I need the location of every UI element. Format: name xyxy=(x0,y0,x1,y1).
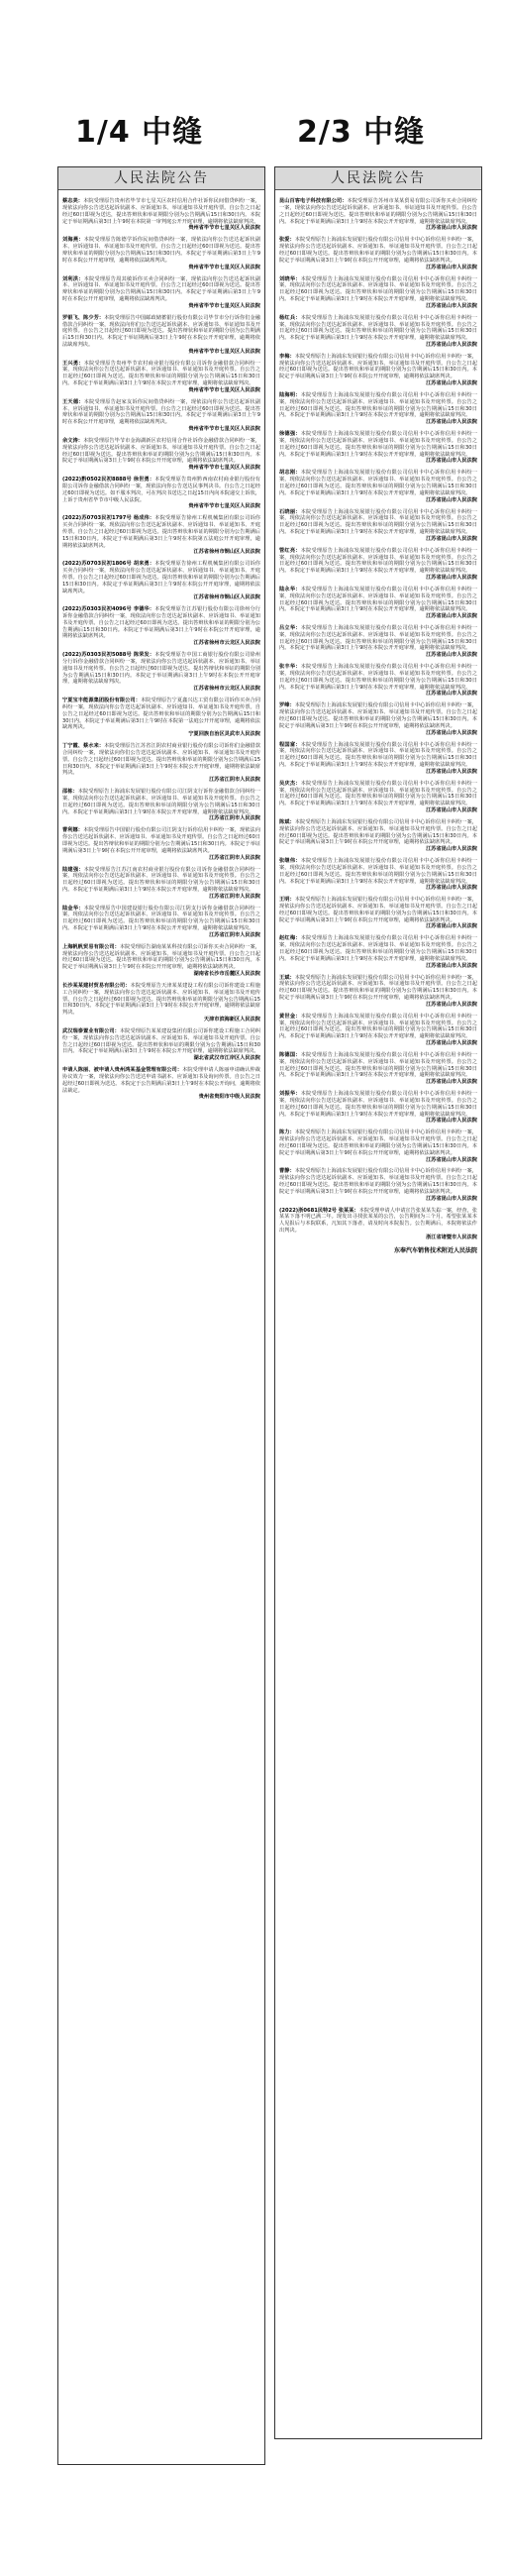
notice-court: 江苏省徐州市铜山区人民法院 xyxy=(193,594,260,601)
notice-entry xyxy=(62,1067,260,1101)
notice-party: 陈德国： xyxy=(279,1051,301,1058)
notice-party: 昆山百客电子科技有限公司： xyxy=(279,198,348,205)
notice-court: 贵州省贵阳市中级人民法院 xyxy=(198,1094,260,1101)
notice-court: 江苏省昆山市人民法院 xyxy=(426,302,477,309)
notice-entry xyxy=(62,237,260,270)
notice-entry xyxy=(62,198,260,232)
notice-body: 本院受理原告上海浦东发展银行股份有限公司信用卡中心诉你信用卡纠纷一案，现依法向你公告送达起诉状副本、应诉通知书、举证通知书及开庭传票。自公告之日起经过60日即视为送达。提出答辩状和举证的期限分别为公告期满后15日和30日内。本院定于举证期满后第3日上午9时在本院公开开庭审理，逾期将依法缺席判决。 xyxy=(279,1168,477,1195)
notice-body: 本院受理原告中国建设银行股份有限公司江阴支行诉你金融借款合同纠纷一案，现依法向你公告送达起诉状副本、应诉通知书、举证通知书及开庭传票。自公告之日起经过60日即视为送达。提出答辩状和举证的期限分别为公告期满后15日和30日内。本院定于举证期满后第3日上午9时在本院公开开庭审理，逾期将依法缺席判决。 xyxy=(62,905,260,932)
notice-body: 本院受理原告上海浦东发展银行股份有限公司信用卡中心诉你信用卡纠纷一案，现依法向你公告送达起诉状副本、应诉通知书、举证通知书及开庭传票。自公告之日起经过60日即视为送达。提出答辩状和举证的期限分别为公告期满后15日和30日内。本院定于举证期满后第3日上午9时在本院公开开庭审理，逾期将依法缺席判决。 xyxy=(279,353,477,380)
notice-court: 江苏省徐州市云龙区人民法院 xyxy=(193,640,260,647)
notice-party: (2022)苏0703民初1806号 胡来勇： xyxy=(62,561,155,568)
notice-body: 本院受理原告上海浦东发展银行股份有限公司信用卡中心诉你信用卡纠纷一案，现依法向你公告送达起诉状副本、应诉通知书、举证通知书及开庭传票。自公告之日起经过60日即视为送达。提出答辩状和举证的期限分别为公告期满后15日和30日内。本院定于举证期满后第3日上午9时在本院公开开庭审理，逾期将依法缺席判决。 xyxy=(279,586,477,613)
notice-court: 江苏省昆山市人民法院 xyxy=(426,1195,477,1202)
notice-court: 贵州省毕节市七星关区人民法院 xyxy=(188,386,260,393)
notice-party: 邵栋： xyxy=(62,789,78,796)
notice-entry xyxy=(62,438,260,472)
notice-entry xyxy=(62,399,260,433)
notice-body: 本院受理原告江苏银行股份有限公司徐州分行诉你金融借款合同纠纷一案，现依法向你公告送达起诉状副本、应诉通知书、举证通知书及开庭传票。自公告之日起经过60日即视为送达。提出答辩状和举证的期限分别为公告期满后15日和30日内。本院定于举证期满后第3日上午9时在本院公开开庭审理，逾期将依法缺席判决。 xyxy=(62,606,260,640)
notice-party: 丁宁霞、蔡水来： xyxy=(62,743,105,750)
right-notice-entries xyxy=(275,190,481,1241)
notice-court: 江苏省江阴市人民法院 xyxy=(209,777,260,784)
notice-court: 湖北省武汉市江岸区人民法院 xyxy=(193,1055,260,1062)
notice-entry xyxy=(279,1052,477,1086)
notice-party: (2022)苏0303民初4096号 李德华： xyxy=(62,606,155,613)
notice-entry xyxy=(279,897,477,930)
notice-court: 贵州省毕节市七星关区人民法院 xyxy=(188,348,260,355)
notice-body: 本院受理原告徐州工程机械集团有限公司诉你买卖合同纠纷一案，现依法向你公告送达起诉状副本、应诉通知书、举证通知书、开庭传票。自公告之日起经过60日即视为送达。提出答辩状和举证的期限分别为公告期满后15日和30日内。本院定于举证期满后第3日上午9时在本院公开开庭审理，逾期将依法缺席判决。 xyxy=(62,561,260,594)
notice-entry xyxy=(279,702,477,736)
notice-body: 本院受理原告上海浦东发展银行股份有限公司信用卡中心诉你信用卡纠纷一案，现依法向你公告送达起诉状副本、应诉通知书、举证通知书及开庭传票。自公告之日起经过60日即视为送达。提出答辩状和举证的期限分别为公告期满后15日和30日内。本院定于举证期满后第3日上午9时在本院公开开庭审理，逾期将依法缺席判决。 xyxy=(279,314,477,342)
notice-entry xyxy=(62,315,260,356)
notice-entry xyxy=(279,237,477,270)
notice-court: 江苏省江阴市人民法院 xyxy=(209,815,260,822)
notice-body: 本院受理原告上海浦东发展银行股份有限公司信用卡中心诉你信用卡纠纷一案，现依法向你公告送达起诉状副本、应诉通知书、举证通知书及开庭传票。自公告之日起经过60日即视为送达。提出答辩状和举证的期限分别为公告期满后15日和30日内。本院定于举证期满后第3日上午9时在本院公开开庭审理，逾期将依法缺席判决。 xyxy=(279,858,477,885)
notice-entry xyxy=(279,1014,477,1047)
notice-party: 陆海明： xyxy=(279,392,301,399)
notice-body: 本院受理原告上海浦东发展银行股份有限公司信用卡中心诉你信用卡纠纷一案，现依法向你公告送达起诉状副本、应诉通知书、举证通知书及开庭传票。自公告之日起经过60日即视为送达。提出答辩状和举证的期限分别为公告期满后15日和30日内。本院定于举证期满后第3日上午9时在本院公开开庭审理，逾期将依法缺席判决。 xyxy=(279,237,477,264)
notice-court: 江苏省昆山市人民法院 xyxy=(426,962,477,969)
notice-body: 本院受理原告上海浦东发展银行股份有限公司信用卡中心诉你信用卡纠纷一案，现依法向你公告送达起诉状副本、应诉通知书、举证通知书及开庭传票。自公告之日起经过60日即视为送达。提出答辩状和举证的期限分别为公告期满后15日和30日内。本院定于举证期满后第3日上午9时在本院公开开庭审理，逾期将依法缺席判决。 xyxy=(279,508,477,535)
notice-entry xyxy=(62,698,260,738)
notice-party: 程国富： xyxy=(279,741,301,748)
notice-court: 江苏省昆山市人民法院 xyxy=(426,729,477,736)
notice-court: 江苏省昆山市人民法院 xyxy=(426,1039,477,1046)
right-notice-column xyxy=(274,166,482,2439)
notice-party: 申请人陈丽、被申请人贵州鸿某基金管理有限公司： xyxy=(62,1067,183,1074)
notice-entry xyxy=(279,858,477,892)
notice-entry xyxy=(279,315,477,349)
notice-body: 本院受理原告上海浦东发展银行股份有限公司信用卡中心诉你信用卡纠纷一案，现依法向你公告送达起诉状副本、应诉通知书、举证通知书及开庭传票。自公告之日起经过60日即视为送达。提出答辩状和举证的期限分别为公告期满后15日和30日内。本院定于举证期满后第3日上午9时在本院公开开庭审理，逾期将依法缺席判决。 xyxy=(279,935,477,962)
notice-entry xyxy=(62,652,260,693)
notice-body: 本院受理申请人陈丽申请确认仲裁协议效力一案，现依法向你公告送达申请书副本、应诉通知书及询问传票。自公告之日起经过60日即视为送达。本院定于公告期满后第3日上午9时在本院公开询问，逾期将依法裁定。 xyxy=(62,1067,260,1094)
notice-party: 刘振华： xyxy=(279,1091,301,1098)
notice-entry xyxy=(62,983,260,1023)
notice-court: 江苏省昆山市人民法院 xyxy=(426,419,477,426)
notice-court: 贵州省毕节市七星关区人民法院 xyxy=(188,503,260,510)
notice-body: 本院受理原告徐州工程机械集团有限公司诉你买卖合同纠纷一案，现依法向你公告送达起诉状副本、应诉通知书、举证通知书、开庭传票。自公告之日起经过60日即视为送达。提出答辩状和举证的期限分别为公告期满后15日和30日内。本院定于举证期满后第3日上午9时在本院第五法庭公开开庭审理，逾期将依法缺席判决。 xyxy=(62,515,260,549)
notice-court: 江苏省昆山市人民法院 xyxy=(426,264,477,270)
notice-court: 江苏省昆山市人民法院 xyxy=(426,225,477,232)
notice-entry xyxy=(279,509,477,543)
notice-court: 江苏省昆山市人民法院 xyxy=(426,923,477,930)
notice-party: 陈斌： xyxy=(279,818,295,825)
notice-court: 江苏省昆山市人民法院 xyxy=(426,496,477,503)
notice-entry xyxy=(279,935,477,969)
left-notice-title: 人民法院公告 xyxy=(58,167,264,190)
notice-entry xyxy=(279,781,477,814)
notice-party: 陆永华： xyxy=(279,586,301,592)
notice-party: 曹静： xyxy=(279,1168,295,1175)
notice-court: 江苏省昆山市人民法院 xyxy=(426,1118,477,1125)
notice-court: 天津市滨海新区人民法院 xyxy=(203,1017,260,1023)
notice-body: 本院受理原告贵州省毕节市七星关区农村信用合作社诉你民间借贷纠纷一案，现依法向你公告送达起诉状副本、应诉通知书、举证通知书及开庭传票。自公告之日起经过60日即视为送达，提出答辩状和举证期限分别为公告期满后15日和30日内。本院定于举证期满后第3日上午9时在本院第一审判庭公开开庭审理，逾期将依法缺席判决。 xyxy=(62,198,260,225)
notice-party: 王兴勇： xyxy=(62,360,84,367)
notice-entry xyxy=(279,587,477,620)
notice-entry xyxy=(62,561,260,601)
notice-court: 江苏省昆山市人民法院 xyxy=(426,768,477,775)
notice-body: 本院受理原告中国银行股份有限公司江阴支行诉你信用卡纠纷一案，现依法向你公告送达起诉状副本、应诉通知书、举证通知书及开庭传票。自公告之日起经过60日即视为送达。提出答辩状和举证的期限分别为公告期满后15日和30日内。本院定于举证期满后第3日上午9时在本院公开开庭审理，逾期将依法缺席判决。 xyxy=(62,827,260,854)
notice-body: 本院受理原告上海浦东发展银行股份有限公司信用卡中心诉你信用卡纠纷一案，现依法向你公告送达起诉状副本、应诉通知书、举证通知书及开庭传票。自公告之日起经过60日即视为送达。提出答辩状和举证的期限分别为公告期满后15日和30日内。本院定于举证期满后第3日上午9时在本院公开开庭审理，逾期将依法缺席判决。 xyxy=(279,1129,477,1156)
notice-court: 江苏省昆山市人民法院 xyxy=(426,1156,477,1163)
notice-party: 黄世金： xyxy=(279,1013,301,1020)
left-fold-label: 1/4 中缝 xyxy=(75,115,204,150)
notice-body: 本院受理原告赵家友诉你民间借贷纠纷一案，现依法向你公告送达起诉状副本、应诉通知书、举证通知书及开庭传票。自公告之日起经过60日即视为送达。提出答辩状和举证的期限分别为公告期满后15日和30日内。本院定于举证期满后第3日上午9时在本院公开开庭审理，逾期将依法缺席判决。 xyxy=(62,398,260,426)
notice-body: 本院受理原告上海浦东发展银行股份有限公司信用卡中心诉你信用卡纠纷一案，现依法向你公告送达起诉状副本、应诉通知书、举证通知书及开庭传票。自公告之日起经过60日即视为送达。提出答辩状和举证的期限分别为公告期满后15日和30日内。本院定于举证期满后第3日上午9时在本院公开开庭审理，逾期将依法缺席判决。 xyxy=(279,780,477,807)
notice-party: 陆建强： xyxy=(62,866,84,873)
notice-body: 本院受理原告中国邮政储蓄银行股份有限公司毕节市分行诉你们金融借款合同纠纷一案，现依法向你们公告送达起诉状副本、应诉通知书、举证通知书及开庭传票。自公告之日起经过60日即视为送达。提出答辩状和举证的期限分别为公告期满后15日和30日内。本院定于举证期满后第3日上午9时在本院公开开庭审理，逾期将依法缺席判决。 xyxy=(62,314,260,348)
notice-party: 王斌： xyxy=(279,974,295,981)
notice-body: 本院受理原告上海浦东发展银行股份有限公司信用卡中心诉你信用卡纠纷一案，现依法向你公告送达起诉状副本、应诉通知书、举证通知书及开庭传票。自公告之日起经过60日即视为送达。提出答辩状和举证的期限分别为公告期满后15日和30日内。本院定于举证期满后第3日上午9时在本院公开开庭审理，逾期将依法缺席判决。 xyxy=(279,1051,477,1079)
notice-court: 宁夏回族自治区灵武市人民法院 xyxy=(188,731,260,738)
notice-entry xyxy=(279,819,477,853)
notice-court: 江苏省徐州市云龙区人民法院 xyxy=(193,686,260,693)
notice-entry xyxy=(279,1208,477,1241)
notice-party: 赵红梅： xyxy=(279,935,301,942)
notice-body: 本院受理原告上海浦东发展银行股份有限公司信用卡中心诉你信用卡纠纷一案，现依法向你公告送达起诉状副本、应诉通知书、举证通知书及开庭传票。自公告之日起经过60日即视为送达。提出答辩状和举证的期限分别为公告期满后15日和30日内。本院定于举证期满后第3日上午9时在本院公开开庭审理，逾期将依法缺席判决。 xyxy=(279,392,477,419)
left-notice-entries xyxy=(58,190,264,1101)
left-notice-column xyxy=(57,166,265,2465)
notice-body: 本院受理原告毕节市金海湖新区农村信用合作社诉你金融借款合同纠纷一案，现依法向你公告送达起诉状副本、应诉通知书、举证通知书及开庭传票。自公告之日起经过60日即视为送达。提出答辩状和举证的期限分别为公告期满后15日和30日内。本院定于举证期满后第3日上午9时在本院公开开庭审理，逾期将依法缺席判决。 xyxy=(62,438,260,465)
notice-body: 本院受理原告陈德学诉你民间借贷纠纷一案，现依法向你公告送达起诉状副本、应诉通知书、举证通知书及开庭传票。自公告之日起经过60日即视为送达。提出答辩状和举证的期限分别为公告期满后15日和30日内。本院定于举证期满后第3日上午9时在本院公开开庭审理，逾期将依法缺席判决。 xyxy=(62,237,260,264)
notice-body: 本院受理原告中国工商银行股份有限公司徐州分行诉你金融借款合同纠纷一案，现依法向你公告送达起诉状副本、应诉通知书、举证通知书及开庭传票。自公告之日起经过60日即视为送达。提出答辩状和举证的期限分别为公告期满后15日和30日内。本院定于举证期满后第3日上午9时在本院公开开庭审理，逾期将依法缺席判决。 xyxy=(62,652,260,686)
notice-court: 江苏省昆山市人民法院 xyxy=(426,691,477,698)
notice-court: 浙江省诸暨市人民法院 xyxy=(426,1234,477,1240)
notice-party: 吴庆杰： xyxy=(279,780,301,787)
notice-body: 本院受理原告上海浦东发展银行股份有限公司信用卡中心诉你信用卡纠纷一案，现依法向你公告送达起诉状副本、应诉通知书、举证通知书及开庭传票。自公告之日起经过60日即视为送达。提出答辩状和举证的期限分别为公告期满后15日和30日内。本院定于举证期满后第3日上午9时在本院公开开庭审理，逾期将依法缺席判决。 xyxy=(279,897,477,923)
notice-entry xyxy=(279,1168,477,1202)
notice-party: (2022)浙0681民特2号 张某某： xyxy=(279,1207,359,1214)
notice-body: 本院受理申请人申请宣告张某某失踪一案，经查，张某某下落不明已满二年。现发出寻找张某某的公告，公告期间为三个月。希望张某某本人见报后与本院联系，凡知其下落者，请及时向本院报告。公告期满后，本院将依法作出判决。 xyxy=(279,1207,477,1234)
notice-court: 江苏省昆山市人民法院 xyxy=(426,846,477,853)
notice-entry xyxy=(279,1091,477,1125)
notice-court: 江苏省昆山市人民法院 xyxy=(426,806,477,813)
notice-entry xyxy=(62,1028,260,1062)
notice-court: 江苏省昆山市人民法院 xyxy=(426,1079,477,1086)
notice-party: (2022)苏0303民初5088号 陈荣发： xyxy=(62,652,155,659)
notice-entry xyxy=(279,664,477,698)
notice-court: 江苏省徐州市铜山区人民法院 xyxy=(193,549,260,556)
notice-court: 江苏省江阴市人民法院 xyxy=(209,931,260,938)
notice-entry xyxy=(62,477,260,510)
notice-entry xyxy=(279,431,477,465)
notice-party: 胡志刚： xyxy=(279,470,301,477)
notice-entry xyxy=(279,625,477,659)
notice-entry xyxy=(62,276,260,310)
notice-court: 贵州省毕节市七星关区人民法院 xyxy=(188,302,260,309)
notice-party: 长沙某某建材贸易有限公司： xyxy=(62,983,131,990)
notice-entry xyxy=(62,789,260,822)
notice-entry xyxy=(62,361,260,394)
notice-body: 本院受理原告某某建设集团有限公司诉你建设工程施工合同纠纷一案，现依法向你公告送达起诉状副本、应诉通知书、举证通知书及开庭传票。自公告之日起经过60日即视为送达。提出答辩状和举证的期限分别为公告期满后15日和30日内。本院定于举证期满后第3日上午9时在本院公开开庭审理，逾期将依法缺席判决。 xyxy=(62,1028,260,1055)
notice-party: 石晓丽： xyxy=(279,508,301,515)
notice-entry xyxy=(62,515,260,556)
notice-court: 江苏省昆山市人民法院 xyxy=(426,1001,477,1008)
notice-party: 刘晓华： xyxy=(279,275,301,282)
notice-party: (2022)苏0703民初1797号 杨成伟： xyxy=(62,515,155,522)
notice-court: 江苏省江阴市人民法院 xyxy=(209,854,260,861)
notice-party: 杨红兵： xyxy=(279,314,301,321)
notice-party: 张爱： xyxy=(279,237,295,244)
notice-entry xyxy=(279,392,477,426)
notice-entry xyxy=(279,470,477,503)
notice-party: 罗银飞、陈少芳： xyxy=(62,314,105,321)
notice-party: (2022)黔0502民初8888号 徐世勇： xyxy=(62,477,155,483)
notice-party: 吕立华： xyxy=(279,625,301,632)
notice-entry xyxy=(62,743,260,784)
notice-entry xyxy=(62,606,260,647)
notice-body: 本院受理原告上海浦东发展银行股份有限公司信用卡中心诉你信用卡纠纷一案，现依法向你公告送达起诉状副本、应诉通知书、举证通知书及开庭传票。自公告之日起经过60日即视为送达。提出答辩状和举证的期限分别为公告期满后15日和30日内。本院定于举证期满后第3日上午9时在本院公开开庭审理，逾期将依法缺席判决。 xyxy=(279,664,477,691)
notice-party: 宁夏宝丰能源集团股份有限公司： xyxy=(62,698,141,704)
notice-body: 本院受理原告上海浦东发展银行股份有限公司信用卡中心诉你信用卡纠纷一案，现依法向你公告送达起诉状副本、应诉通知书、举证通知书及开庭传票。自公告之日起经过60日即视为送达。提出答辩状和举证的期限分别为公告期满后15日和30日内。本院定于举证期满后第3日上午9时在本院公开开庭审理，逾期将依法缺席判决。 xyxy=(279,741,477,768)
notice-entry xyxy=(279,198,477,232)
notice-party: 曹利娜： xyxy=(62,827,84,834)
notice-party: 王明： xyxy=(279,897,295,904)
right-fold-label: 2/3 中缝 xyxy=(297,115,426,150)
notice-court: 江苏省昆山市人民法院 xyxy=(426,885,477,892)
notice-party: 武汉瑞泰置业有限公司： xyxy=(62,1028,120,1034)
notice-party: 王天德： xyxy=(62,398,84,405)
notice-entry xyxy=(62,906,260,939)
notice-body: 本院受理原告上海浦东发展银行股份有限公司信用卡中心诉你信用卡纠纷一案，现依法向你公告送达起诉状副本、应诉通知书、举证通知书及开庭传票。自公告之日起经过60日即视为送达。提出答辩状和举证的期限分别为公告期满后15日和30日内。本院定于举证期满后第3日上午9时在本院公开开庭审理，逾期将依法缺席判决。 xyxy=(279,1091,477,1118)
right-footer-signature: 东奉汽车销售技术附近人民法院 xyxy=(393,1246,477,1254)
notice-party: 管红亮： xyxy=(279,547,301,554)
notice-body: 本院受理原告湖南某某科技有限公司诉你买卖合同纠纷一案，现依法向你公告送达起诉状副本、应诉通知书、举证通知书及开庭传票。自公告之日起经过60日即视为送达。提出答辩状和举证的期限分别为公告期满后15日和30日内。本院定于举证期满后第3日上午9时在本院公开开庭审理，逾期将依法缺席判决。 xyxy=(62,943,260,971)
notice-body: 本院受理原告上海浦东发展银行股份有限公司信用卡中心诉你信用卡纠纷一案，现依法向你公告送达起诉状副本、应诉通知书、举证通知书及开庭传票。自公告之日起经过60日即视为送达。提出答辩状和举证的期限分别为公告期满后15日和30日内。本院定于举证期满后第3日上午9时在本院公开开庭审理，逾期将依法缺席判决。 xyxy=(279,1013,477,1040)
notice-entry xyxy=(62,867,260,901)
notice-body: 本院受理原告江苏省江阴农村商业银行股份有限公司诉你们金融借款合同纠纷一案，现依法向你们公告送达起诉状副本、应诉通知书、举证通知书及开庭传票。自公告之日起经过60日即视为送达。提出答辩状和举证的期限分别为公告期满后15日和30日内。本院定于举证期满后第3日上午9时在本院公开开庭审理，逾期将依法缺席判决。 xyxy=(62,743,260,777)
notice-body: 本院受理原告贵州毕节农村商业银行股份有限公司诉你金融借款合同纠纷一案，现依法向你公告送达起诉状副本、应诉通知书、举证通知书及开庭传票。自公告之日起经过60日即视为送达。提出答辩状和举证的期限分别为公告期满后15日和30日内。本院定于举证期满后第3日上午9时在本院公开开庭审理，逾期将依法缺席判决。 xyxy=(62,360,260,387)
notice-court: 江苏省昆山市人民法院 xyxy=(426,652,477,659)
notice-entry xyxy=(62,944,260,978)
notice-party: 张丰华： xyxy=(279,664,301,671)
notice-body: 本院受理原告上海浦东发展银行股份有限公司信用卡中心诉你信用卡纠纷一案，现依法向你公告送达起诉状副本、应诉通知书、举证通知书及开庭传票。自公告之日起经过60日即视为送达。提出答辩状和举证的期限分别为公告期满后15日和30日内。本院定于举证期满后第3日上午9时在本院公开开庭审理，逾期将依法缺席判决。 xyxy=(279,974,477,1002)
notice-entry xyxy=(279,1129,477,1163)
notice-body: 本院受理原告上海浦东发展银行股份有限公司信用卡中心诉你信用卡纠纷一案，现依法向你公告送达起诉状副本、应诉通知书、举证通知书及开庭传票。自公告之日起经过60日即视为送达。提出答辩状和举证的期限分别为公告期满后15日和30日内。本院定于举证期满后第3日上午9时在本院公开开庭审理，逾期将依法缺席判决。 xyxy=(279,431,477,458)
notice-body: 本院受理原告周其敏诉你买卖合同纠纷一案，现依法向你公告送达起诉状副本、应诉通知书、举证通知书及开庭传票。自公告之日起经过60日即视为送达。提出答辩状和举证的期限分别为公告期满后15日和30日内。本院定于举证期满后第3日上午9时在本院公开开庭审理，逾期将依法缺席判决。 xyxy=(62,275,260,302)
notice-party: 李梅： xyxy=(279,353,295,360)
notice-body: 本院受理原告上海浦东发展银行股份有限公司信用卡中心诉你信用卡纠纷一案，现依法向你公告送达起诉状副本、应诉通知书、举证通知书及开庭传票。自公告之日起经过60日即视为送达。提出答辩状和举证的期限分别为公告期满后15日和30日内。本院定于举证期满后第3日上午9时在本院公开开庭审理，逾期将依法缺席判决。 xyxy=(279,547,477,575)
notice-body: 本院受理原告宁夏鑫兴达工贸有限公司诉你买卖合同纠纷一案，现依法向你公告送达起诉状副本、应诉通知书、举证通知书及开庭传票。自公告之日起经过60日即视为送达。提出答辩状和举证的期限分别为公告期满后15日和30日内。本院定于举证期满后第3日上午9时在本院第一法庭公开开庭审理，逾期将依法缺席判决。 xyxy=(62,698,260,731)
notice-party: 蔡志美： xyxy=(62,198,84,205)
notice-entry xyxy=(279,276,477,310)
notice-court: 贵州省毕节市七星关区人民法院 xyxy=(188,264,260,270)
notice-body: 本院受理原告上海浦东发展银行股份有限公司信用卡中心诉你信用卡纠纷一案，现依法向你公告送达起诉状副本、应诉通知书、举证通知书及开庭传票。自公告之日起经过60日即视为送达。提出答辩状和举证的期限分别为公告期满后15日和30日内。本院定于举证期满后第3日上午9时在本院公开开庭审理，逾期将依法缺席判决。 xyxy=(279,275,477,302)
notice-body: 本院受理原告江苏江南农村商业银行股份有限公司诉你金融借款合同纠纷一案，现依法向你公告送达起诉状副本、应诉通知书、举证通知书及开庭传票。自公告之日起经过60日即视为送达。提出答辩状和举证的期限分别为公告期满后15日和30日内。本院定于举证期满后第3日上午9时在本院公开开庭审理，逾期将依法缺席判决。 xyxy=(62,866,260,893)
notice-body: 本院受理原告上海浦东发展银行股份有限公司信用卡中心诉你信用卡纠纷一案，现依法向你公告送达起诉状副本、应诉通知书、举证通知书及开庭传票。自公告之日起经过60日即视为送达。提出答辩状和举证的期限分别为公告期满后15日和30日内。本院定于举证期满后第3日上午9时在本院公开开庭审理，逾期将依法缺席判决。 xyxy=(279,818,477,846)
notice-entry xyxy=(62,827,260,861)
notice-body: 本院受理原告贵州黔西南农村商业银行股份有限公司诉你金融借款合同纠纷一案，现依法向你公告送达民事判决书。自公告之日起经过60日即视为送达。如不服本判决，可在判决书送达之日起15日内向本院递交上诉状，上诉于贵州省毕节市中级人民法院。 xyxy=(62,477,260,503)
notice-body: 本院受理原告上海浦东发展银行股份有限公司信用卡中心诉你信用卡纠纷一案，现依法向你公告送达起诉状副本、应诉通知书、举证通知书及开庭传票。自公告之日起经过60日即视为送达。提出答辩状和举证的期限分别为公告期满后15日和30日内。本院定于举证期满后第3日上午9时在本院公开开庭审理，逾期将依法缺席判决。 xyxy=(279,625,477,652)
notice-body: 本院受理原告上海浦东发展银行股份有限公司信用卡中心诉你信用卡纠纷一案，现依法向你公告送达起诉状副本、应诉通知书、举证通知书及开庭传票。自公告之日起经过60日即视为送达。提出答辩状和举证的期限分别为公告期满后15日和30日内。本院定于举证期满后第3日上午9时在本院公开开庭审理，逾期将依法缺席判决。 xyxy=(279,470,477,496)
notice-court: 贵州省毕节市七星关区人民法院 xyxy=(188,426,260,433)
notice-entry xyxy=(279,354,477,387)
notice-court: 江苏省江阴市人民法院 xyxy=(209,893,260,900)
notice-court: 江苏省昆山市人民法院 xyxy=(426,574,477,581)
notice-party: 张继伟： xyxy=(279,858,301,865)
notice-court: 江苏省昆山市人民法院 xyxy=(426,613,477,620)
notice-party: 陈力： xyxy=(279,1129,295,1136)
notice-party: 余文涛： xyxy=(62,438,84,445)
notice-entry xyxy=(279,548,477,582)
notice-party: 徐德强： xyxy=(279,431,301,438)
notice-party: 陆金华： xyxy=(62,905,84,912)
notice-party: 罗峰： xyxy=(279,702,295,709)
notice-party: 刘海燕： xyxy=(62,237,84,244)
notice-court: 江苏省昆山市人民法院 xyxy=(426,380,477,387)
notice-body: 本院受理原告天津某某建设工程有限公司诉你建设工程施工合同纠纷一案，现依法向你公告送达起诉状副本、应诉通知书、举证通知书及开庭传票。自公告之日起经过60日即视为送达。提出答辩状和举证的期限分别为公告期满后15日和30日内。本院定于举证期满后第3日上午9时在本院公开开庭审理，逾期将依法缺席判决。 xyxy=(62,983,260,1017)
notice-court: 江苏省昆山市人民法院 xyxy=(426,341,477,348)
right-notice-title: 人民法院公告 xyxy=(275,167,481,190)
notice-entry xyxy=(279,975,477,1009)
notice-court: 贵州省毕节市七星关区人民法院 xyxy=(188,225,260,232)
notice-court: 江苏省昆山市人民法院 xyxy=(426,458,477,465)
notice-entry xyxy=(279,742,477,776)
notice-body: 本院受理原告苏州市某某贸易有限公司诉你买卖合同纠纷一案，现依法向你公告送达起诉状副本、应诉通知书、举证通知书及开庭传票。自公告之日起经过60日即视为送达。提出答辩状和举证的期限分别为公告期满后15日和30日内。本院定于举证期满后第3日上午9时在本院公开开庭审理，逾期将依法缺席判决。 xyxy=(279,198,477,225)
notice-party: 上海帆帆贸易有限公司： xyxy=(62,943,120,950)
notice-court: 贵州省毕节市七星关区人民法院 xyxy=(188,465,260,472)
notice-court: 湖南省长沙市岳麓区人民法院 xyxy=(193,971,260,978)
notice-body: 本院受理原告上海浦东发展银行股份有限公司江阴支行诉你金融借款合同纠纷一案，现依法向你公告送达起诉状副本、应诉通知书、举证通知书及开庭传票。自公告之日起经过60日即视为送达。提出答辩状和举证的期限分别为公告期满后15日和30日内。本院定于举证期满后第3日上午9时在本院公开开庭审理，逾期将依法缺席判决。 xyxy=(62,789,260,815)
notice-body: 本院受理原告上海浦东发展银行股份有限公司信用卡中心诉你信用卡纠纷一案，现依法向你公告送达起诉状副本、应诉通知书、举证通知书及开庭传票。自公告之日起经过60日即视为送达。提出答辩状和举证的期限分别为公告期满后15日和30日内。本院定于举证期满后第3日上午9时在本院公开开庭审理，逾期将依法缺席判决。 xyxy=(279,702,477,729)
notice-court: 江苏省昆山市人民法院 xyxy=(426,535,477,542)
notice-party: 刘利洪： xyxy=(62,275,84,282)
